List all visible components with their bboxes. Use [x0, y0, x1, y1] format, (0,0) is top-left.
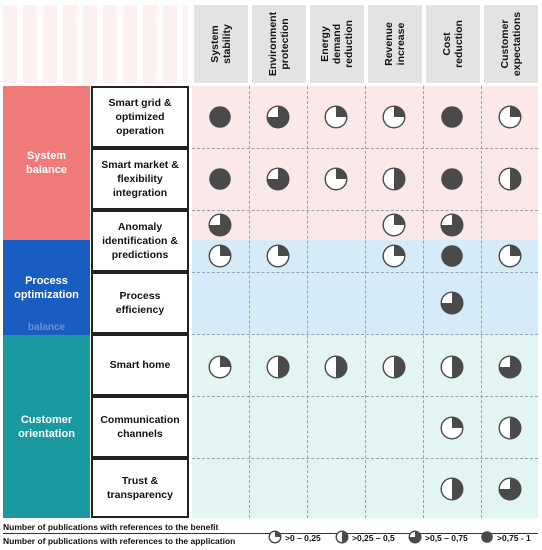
column-header-customer-expectations	[484, 5, 538, 83]
benefit-pie-icon	[382, 167, 406, 191]
column-header-label: Cost reduction	[441, 20, 465, 68]
benefit-pie-icon	[266, 167, 290, 191]
category-label: Customer orientation	[18, 413, 75, 440]
column-header-label: Revenue increase	[383, 22, 407, 66]
column-header-revenue-increase	[368, 5, 422, 83]
grid-hline	[192, 210, 538, 211]
benefit-pie-icon	[498, 416, 522, 440]
benefit-pie-icon	[382, 355, 406, 379]
half-pie-icon	[335, 530, 349, 546]
quarter-pie-icon	[268, 530, 282, 546]
column-header-label: Energy demand reduction	[319, 20, 355, 68]
benefit-pie-icon	[208, 244, 232, 268]
benefit-pie-icon	[498, 244, 522, 268]
benefit-pie-icon	[324, 355, 348, 379]
benefit-pie-icon	[440, 244, 464, 268]
column-header-label: Environment protection	[267, 11, 291, 77]
faded-header-decoration	[3, 5, 188, 83]
benefit-pie-icon	[498, 477, 522, 501]
grid-hline	[192, 396, 538, 397]
legend-line-application: Number of publications with references to the application	[3, 536, 236, 546]
grid-vline	[423, 86, 424, 518]
category-label: Process optimization	[14, 274, 79, 301]
benefit-pie-icon	[440, 213, 464, 237]
legend-item-label: >0,5 – 0,75	[425, 533, 468, 543]
benefit-pie-icon	[440, 477, 464, 501]
column-header-energy-demand-reduction	[310, 5, 364, 83]
row-label-smart-market: Smart market & flexibility integration	[91, 148, 189, 210]
grid-hline	[192, 148, 538, 149]
benefit-pie-icon	[498, 105, 522, 129]
grid-hline	[192, 334, 538, 335]
benefit-pie-icon	[324, 167, 348, 191]
legend-item-2	[335, 530, 395, 546]
benefit-pie-icon	[266, 355, 290, 379]
benefit-pie-icon	[498, 355, 522, 379]
benefit-pie-icon	[208, 213, 232, 237]
grid-vline	[481, 86, 482, 518]
column-header-environment-protection	[252, 5, 306, 83]
grid-hline	[192, 272, 538, 273]
row-label-smart-home: Smart home	[91, 334, 189, 396]
benefit-pie-icon	[266, 244, 290, 268]
benefit-pie-icon	[440, 355, 464, 379]
column-header-label: System stability	[209, 24, 233, 64]
legend-item-3	[408, 530, 468, 546]
benefit-pie-icon	[498, 167, 522, 191]
benefit-pie-icon	[324, 105, 348, 129]
benefit-pie-icon	[440, 167, 464, 191]
row-label-smart-grid: Smart grid & optimized operation	[91, 86, 189, 148]
benefit-pie-icon	[208, 355, 232, 379]
category-customer-orientation	[3, 335, 90, 518]
column-header-label: Customer expectations	[499, 11, 524, 77]
category-label: System balance	[26, 150, 67, 176]
category-process-optimization	[3, 240, 90, 335]
category-system-balance	[3, 86, 90, 240]
ghost-label: balance	[27, 322, 66, 333]
three-quarter-pie-icon	[408, 530, 422, 546]
row-label-process-efficiency: Process efficiency	[91, 272, 189, 334]
benefit-pie-icon	[440, 291, 464, 315]
legend-item-4	[480, 530, 531, 546]
legend-line-benefit: Number of publications with references to the benefit	[3, 522, 219, 532]
row-label-trust-transparency: Trust & transparency	[91, 458, 189, 518]
benefit-pie-icon	[440, 105, 464, 129]
benefit-pie-icon	[382, 244, 406, 268]
legend-item-label: >0,25 – 0,5	[352, 533, 395, 543]
legend-item-1	[268, 530, 321, 546]
legend-item-label: >0,75 - 1	[497, 533, 531, 543]
benefit-pie-icon	[382, 213, 406, 237]
row-label-communication-channels: Communication channels	[91, 396, 189, 458]
benefit-pie-icon	[266, 105, 290, 129]
grid-vline	[249, 86, 250, 518]
row-label-anomaly-identification: Anomaly identification & predictions	[91, 210, 189, 272]
legend-item-label: >0 – 0,25	[285, 533, 321, 543]
grid-vline	[365, 86, 366, 518]
benefit-pie-icon	[382, 105, 406, 129]
grid-hline	[192, 458, 538, 459]
full-pie-icon	[480, 530, 494, 546]
benefit-pie-icon	[440, 416, 464, 440]
benefit-pie-icon	[208, 167, 232, 191]
column-header-system-stability	[194, 5, 248, 83]
grid-vline	[307, 86, 308, 518]
column-header-cost-reduction	[426, 5, 480, 83]
benefit-pie-icon	[208, 105, 232, 129]
